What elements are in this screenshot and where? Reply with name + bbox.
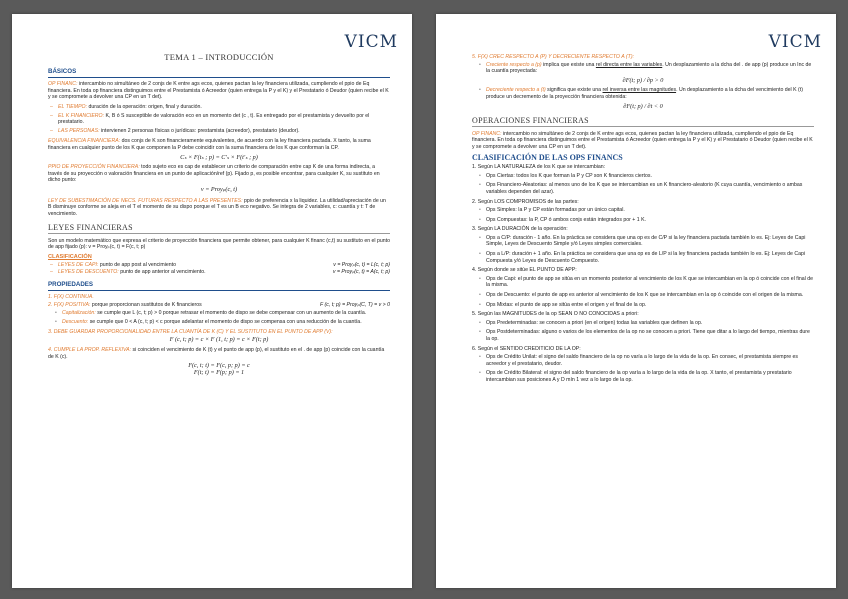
prop-5-decreciente: • Decreciente respecto a (t) significa que existe una rel inversa entre las magnitudes. Un desplazamiento a la dcha del vencimiento del K (t) produce un decremento de la proyección financiera obtenida:: [486, 87, 814, 100]
class-4: 4. Según donde se sitúe EL PUNTO DE APP:: [472, 267, 577, 274]
formula-prop-3: F (c, t; p) = c × F (1, t; p) = c × F(t; p): [169, 336, 269, 344]
class-6b: • Ops de Crédito Bilateral: el signo del saldo financiero de la op varía a lo largo de la vida de la op. X tanto, el prestamista y prestatario intercambian sus posiciones A y D mín 1 vez a lo largo de la op.: [486, 370, 814, 383]
class-1b: • Ops Financiero-Aleatorias: al menos uno de los K que se intercambian es un K financiero-aleatorio (K cuya cuantía, vencimiento o ambas variables dependen del azar).: [486, 182, 814, 195]
class-6: 6. Según el SENTIDO CREDITICIO DE LA OP:: [472, 345, 581, 352]
prop-2-capitalizacion: • Capitalización: se cumple que L (c, t; p) > 0 porque retrasar el momento de dispo se debe compensar con un aumento de la cuantía.: [62, 310, 390, 317]
prop-2: 2. F(X) POSITIVA: porque proporcionan sustitutos de K financieros F (c, t; p) = Proyₚ(C, T) = v > 0: [48, 302, 390, 309]
class-2: 2. Según LOS COMPROMISOS de las partes:: [472, 198, 579, 205]
paragraph-op-financ-2: OP FINANC: intercambio no simultáneo de 2 conjs de K entre ags ecos, quienes pactan la ley financiera utilizada, cumpliendo el ppio de Eq financiera. En toda op financiera distinguimos entre el Prestamista ó Acreedor (quien entrega la P y el K) y el Prestatario ó Deudor (quien recibe el K y se compromete a devolver una CP en un T det).: [472, 130, 813, 150]
section-heading-operaciones: OPERACIONES FINANCIERAS: [472, 118, 814, 127]
class-4a: • Ops de Capi: el punto de app se sitúa en un momento posterior al vencimiento de los K que se intercambian en la op ó coincide con el final de la misma.: [486, 276, 814, 289]
section-heading-propiedades: PROPIEDADES: [48, 280, 94, 288]
formula-prop-4b: F(t; t) = F(p; p) = 1: [193, 368, 245, 376]
class-5: 5. Según las MAGNITUDES de la op SEAN O NO CONOCIDAS a priori:: [472, 311, 639, 318]
section-heading-leyes: LEYES FINANCIERAS: [48, 225, 390, 234]
class-3: 3. Según LA DURACIÓN de la operación:: [472, 226, 568, 233]
paragraph-leyes: Son un modelo matemático que expresa el criterio de proyección financiera que permite obtener, para cualquier K financ (c,t) su sustituto en el punto de app fijado (p): v = Proyₚ(c, t) = F(c, t; p): [48, 237, 390, 251]
formula-prop-5a: ∂F(t; p) / ∂p > 0: [622, 76, 664, 84]
vicm-logo: VICM: [768, 32, 822, 52]
class-1a: • Ops Ciertas: todos los K que forman la P y CP son K financieros ciertos.: [486, 173, 814, 180]
formula-prop-4a: F(c, t; t) = F(c, p; p) = c: [188, 362, 250, 370]
paragraph-proyeccion: PPIO DE PROYECCIÓN FINANCIERA: todo sujeto eco es cap de establecer un criterio de comparación entre cap K de una forma indirecta, a través de su proyección o valoración financiera en un punto de aplicación/ref (p). Fijado p, es posible encontrar, para cualquier K, su sustituto en dicho punto:: [48, 164, 380, 184]
prop-5-creciente: • Creciente respecto a (p) implica que existe una rel directa entre las variables. Un desplazamiento a la dcha del . de app (p) produce un Inc de la cuantía proyectada:: [486, 62, 814, 75]
prop-5: 5. F(X) CREC RESPECTO A (P) Y DECRECIENTE RESPECTO A (T):: [472, 54, 634, 60]
class-3a: • Ops a C/P: duración - 1 año. En la práctica se considera que una op es de C/P si la ley financiera pactada también lo es. Ej: Leyes de Capi Simple, Leyes de Descuento Simple y/ó Leyes simples comerciales.: [486, 235, 814, 248]
class-1: 1. Según LA NATURALEZA de los K que se intercambian:: [472, 164, 606, 171]
prop-2-descuento: • Descuento: se cumple que 0 < A (c, t; p) < c porque adelantar el momento de dispo se compensa con una reducción de la cuantía.: [62, 319, 390, 326]
document-page-1: [12, 14, 412, 588]
paragraph-op-financ: OP FINANC: intercambio no simultáneo de 2 conjs de K entre ags ecos, quienes pactan la ley financiera utilizada, cumpliendo el ppio de Eq financiera. En toda op financiera distinguimos entre el Prestamista ó Acreedor (quien entrega la P y el K) y el Prestatario ó Deudor (quien recibe el K y se compromete a devolver una CP en un T det).: [48, 81, 389, 101]
vicm-logo: VICM: [344, 32, 398, 52]
row-leyes-descuento: – LEYES DE DESCUENTO: punto de app anterior al vencimiento. v = Proyₚ(c, t) = A(c, t; p): [58, 269, 390, 276]
formula-proyeccion: v = Proyₚ(c, t): [200, 185, 238, 193]
bullet-personas: – LAS PERSONAS: intervienen 2 personas físicas o jurídicas: prestamista (acreedor), prestatario (deudor).: [58, 128, 390, 135]
class-6a: • Ops de Crédito Unilat: el signo del saldo financiero de la op no varía a lo largo de la vida de la op. En consec, el prestamista siempre es acreedor y el prestatario, deudor.: [486, 354, 814, 367]
paragraph-equivalencia: EQUIVALENCIA FINANCIERA: dos conjs de K son financieramente equivalentes, de acuerdo con la ley financiera pactada. X tanto, la suma financiera en cualquier punto de los K que componen la P debe coincidir con la suma financiera de los K que conforman la CP.: [48, 138, 371, 151]
section-heading-clasificacion: CLASIFICACIÓN DE LAS OPS FINANCS: [472, 152, 623, 162]
row-leyes-capi: – LEYES DE CAPI: punto de app post al vencimiento v = Proyₚ(c, t) = L(c, t; p): [58, 262, 390, 269]
prop-4: 4. CUMPLE LA PROP. REFLEXIVA: si coinciden el vencimiento de K (t) y el punto de app (p), el sustituto en el . de app (p) coincide con la cuantía de K (c).: [48, 347, 385, 360]
document-page-2: [436, 14, 836, 588]
subheading-clasificacion: CLASIFICACIÓN: [48, 254, 92, 261]
class-4c: • Ops Mixtas: el punto de app se sitúa entre el origen y el final de la op.: [486, 302, 814, 309]
bullet-k-financiero: – EL K FINANCIERO: K, B ó S susceptible de valoración eco en un momento det (c , t). Es entregado por el prestamista y devuelto por el prestatario.: [58, 113, 390, 126]
formula-equivalencia: Cₛ × F(tₛ ; p) = C'ₛ × F(t'ₛ ; p): [180, 153, 258, 161]
prop-1: 1. F(X) CONTINUA.: [48, 294, 94, 301]
class-2a: • Ops Simples: la P y CP están formadas por un único capital.: [486, 207, 814, 214]
section-heading-basicos: BÁSICOS: [48, 67, 77, 75]
class-5a: • Ops Predeterminadas: se conocen a priori (en el origen) todas las variables que definen la op.: [486, 320, 814, 327]
paragraph-subestimacion: LEY DE SUBESTIMACIÓN DE NECS. FUTURAS RESPECTO A LAS PRESENTES: ppio de preferencia x la liquidez. La utilidad/apreciación de un B disminuye conforme se aleja en el T el momento de su dispo porque el T es un B eco negativo. Se integra de 2 variables, c: cuantía y t: T de vencimiento.: [48, 197, 386, 217]
bullet-tiempo: – EL TIEMPO: duración de la operación: origen, final y duración.: [58, 104, 390, 111]
formula-prop-5b: ∂F(t; p) / ∂t < 0: [623, 102, 663, 110]
prop-3: 3. DEBE GUARDAR PROPORCIONALIDAD ENTRE LA CUANTÍA DE K (C) Y EL SUSTITUTO EN EL PUNTO DE APP (V):: [48, 328, 333, 335]
page-title: TEMA 1 – INTRODUCCIÓN: [164, 52, 274, 62]
class-3b: • Ops a L/P: duración + 1 año. En la práctica se considera que una op es de L/P si la ley financiera pactada también lo es. Ej: Leyes de Capi Compuesta y/ó Leyes de Descuento Compuesto.: [486, 251, 814, 264]
class-2b: • Ops Compuestas: la P, CP ó ambos conjs están integrados por + 1 K.: [486, 217, 814, 224]
class-5b: • Ops Postdeterminadas: alguno o varios de los elementos de la op no se conocen a priori. Tiene que ditar a lo largo del tiempo, mientras dure la op.: [486, 329, 814, 342]
class-4b: • Ops de Descuento: el punto de app es anterior al vencimiento de los K que se intercambian en la op ó coincide con el origen de la misma.: [486, 292, 814, 299]
